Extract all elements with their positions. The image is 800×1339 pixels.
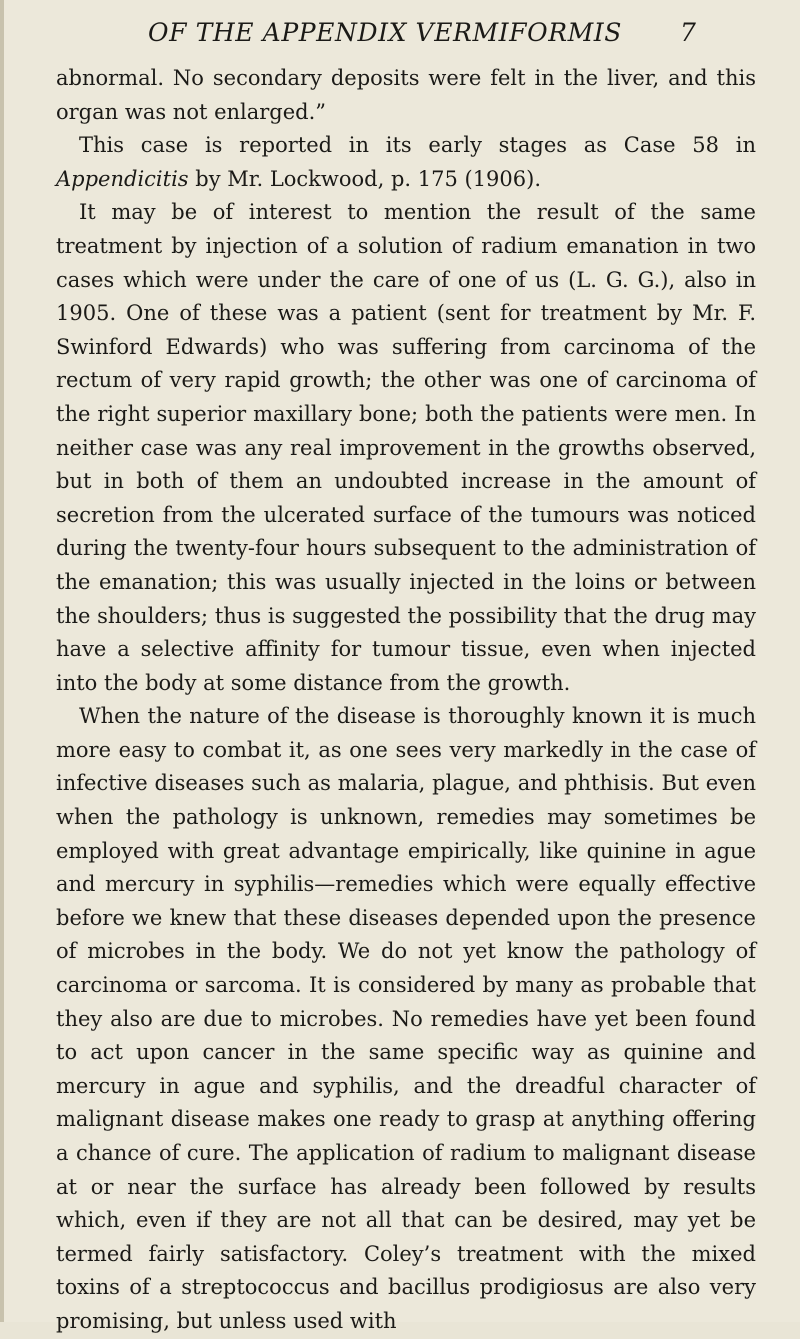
case-reference-citation: by Mr. Lockwood, p. 175 (1906).	[188, 166, 542, 191]
running-head	[0, 18, 800, 58]
page-number: 7	[680, 18, 696, 47]
case-reference-text: This case is reported in its early stages as Case 58 in	[79, 133, 756, 158]
paragraph-continued: abnormal. No secondary deposits were felt in the liver, and this organ was not enlarged.”	[56, 66, 756, 124]
paragraph-case-reference	[56, 129, 756, 196]
running-title: OF THE APPENDIX VERMIFORMIS	[148, 18, 623, 47]
page-edge-shadow	[0, 0, 4, 1322]
paragraph-radium-treatment: It may be of interest to mention the result of the same treatment by injection of a solution of radium emanation in two cases which were under the care of one of us (L. G. G.), also in 1905. One of these was a patient (sent for treatment by Mr. F. Swinford Edwards) who was suffering from carcinoma of the rectum of very rapid growth; the other was one of carcinoma of the right superior maxillary bone; both the patients were men. In neither case was any real improvement in the growths observed, but in both of them an undoubted increase in the amount of secretion from the ulcerated surface of the tumours was noticed during the twenty-four hours subsequent to the administration of the emanation; this was usually injected in the loins or between the shoulders; thus is suggested the possibility that the drug may have a selective affinity for tumour tissue, even when injected into the body at some distance from the growth.	[56, 200, 756, 695]
paragraph-pathology: When the nature of the disease is thoroughly known it is much more easy to combat it, as one sees very markedly in the case of infective diseases such as malaria, plague, and phthisis. But even when the pathology is unknown, remedies may sometimes be employed with great advantage empirically, like quinine in ague and mercury in syphilis—remedies which were equally effective before we knew that these diseases depended upon the presence of microbes in the body. We do not yet know the pathology of carcinoma or sarcoma. It is considered by many as probable that they also are due to microbes. No remedies have yet been found to act upon cancer in the same specific way as quinine and mercury in ague and syphilis, and the dreadful character of malignant disease makes one ready to grasp at anything offering a chance of cure. The application of radium to malignant disease at or near the surface has already been followed by results which, even if they are not all that can be desired, may yet be termed fairly satisfactory. Coley’s treatment with the mixed toxins of a streptococcus and bacillus prodigiosus are also very promising, but unless used with	[56, 704, 756, 1333]
book-title-appendicitis: Appendicitis	[56, 166, 189, 191]
body-text	[56, 62, 756, 1339]
